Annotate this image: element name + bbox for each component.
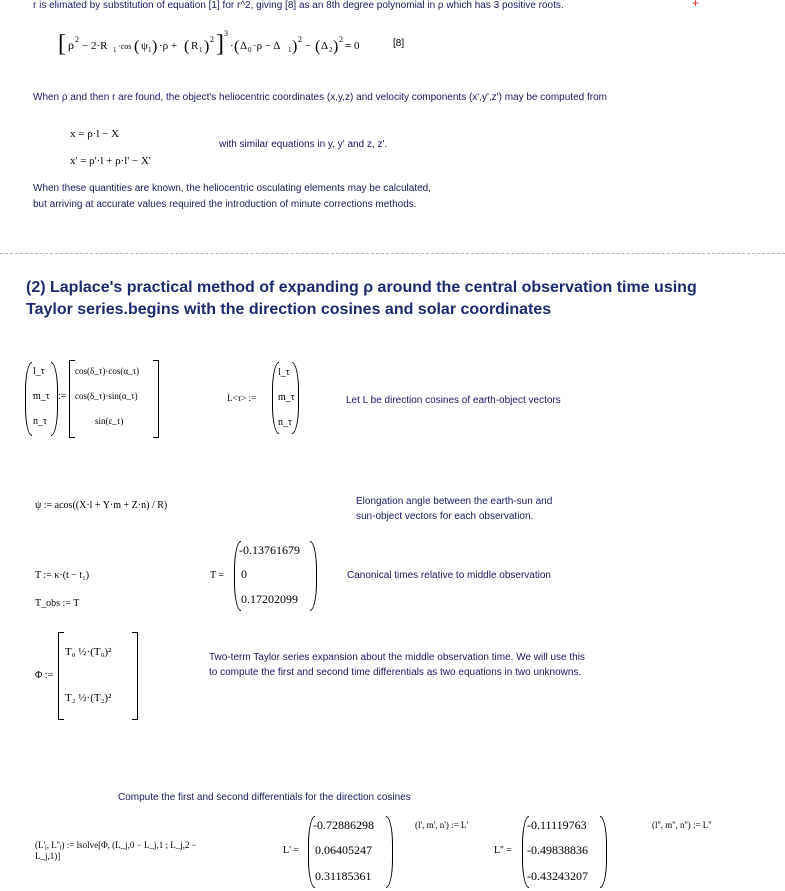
T-right-paren (310, 541, 317, 611)
phi-left-bracket (58, 632, 64, 720)
L-double-prime-equals: L'' = (494, 845, 512, 856)
svg-text:2: 2 (210, 35, 214, 44)
osculating-text-1: When these quantities are known, the heliocentric osculating elements may be calculated, (33, 183, 432, 194)
phi-row-1: T₀ ½·(T₀)² (65, 646, 112, 658)
coord-equation-x: x = ρ·l − X (70, 128, 120, 140)
svg-text:=: = (345, 40, 352, 52)
svg-text:(: ( (234, 38, 240, 55)
cos-delta-cos-alpha: cos(δ_τ)·cos(α_τ) (75, 366, 140, 376)
cos-delta-sin-alpha: cos(δ_τ)·sin(α_τ) (75, 391, 138, 401)
L-m-tau: m_τ (278, 392, 295, 403)
L-prime-assign: (l', m', n') := L' (415, 820, 469, 830)
L-right-paren (292, 362, 299, 434)
svg-text:ρ: ρ (68, 38, 74, 52)
T-definition: T := κ·(t − t₁) (35, 570, 90, 581)
rhs-right-bracket (153, 360, 159, 438)
svg-text:2: 2 (329, 46, 333, 54)
L-double-prime-value-1: -0.49838836 (527, 843, 588, 857)
T-value-0: -0.13761679 (239, 543, 300, 557)
L-double-prime-vector (522, 816, 608, 890)
svg-text:0: 0 (248, 46, 252, 54)
svg-text:): ) (152, 38, 158, 55)
intro-line: r is elimated by substitution of equation [1] for r^2, giving [8] as an 8th degree polynomial in ρ which has 3 positive roots. (33, 0, 564, 11)
L-l-tau: l_τ (278, 367, 290, 378)
svg-text:Δ: Δ (240, 40, 248, 52)
osculating-text-2: but arriving at accurate values required the introduction of minute corrections methods. (33, 199, 417, 210)
assign-operator: := (58, 391, 67, 402)
svg-text:·ρ +: ·ρ + (159, 40, 178, 52)
svg-text:1: 1 (113, 46, 117, 54)
L-prime-value-2: 0.31185361 (315, 869, 372, 883)
heliocentric-text: When ρ and then r are found, the object's heliocentric coordinates (x,y,z) and velocity components (x',y',z') may be computed from (33, 92, 607, 103)
svg-text:·ρ − Δ: ·ρ − Δ (253, 40, 281, 52)
svg-text:(: ( (184, 38, 190, 55)
psi-note-2: sun-object vectors for each observation. (356, 511, 534, 522)
sin-epsilon: sin(ε_τ) (95, 416, 124, 426)
red-cross-marker: + (692, 0, 700, 10)
L-prime-vector (308, 816, 394, 890)
svg-text:2: 2 (298, 35, 302, 44)
L-double-prime-assign: (l'', m'', n'') := L'' (652, 820, 712, 830)
svg-text:[: [ (58, 31, 66, 57)
equation-8 (58, 26, 388, 62)
T-obs-definition: T_obs := T (35, 598, 80, 609)
L-double-prime-value-2: -0.43243207 (527, 869, 588, 883)
phi-note-2: to compute the first and second time differentials as two equations in two unknowns. (209, 667, 582, 678)
svg-text:−: − (305, 40, 312, 52)
psi-note-1: Elongation angle between the earth-sun and (356, 496, 553, 507)
svg-text:2: 2 (75, 35, 79, 44)
svg-text:): ) (204, 38, 210, 55)
svg-text:R: R (191, 40, 199, 52)
differentials-caption: Compute the first and second differentials for the direction cosines (118, 792, 411, 803)
svg-text:ψ: ψ (141, 40, 148, 52)
svg-text:(: ( (315, 38, 321, 55)
T-value-1: 0 (241, 567, 247, 581)
svg-text:2: 2 (339, 35, 343, 44)
svg-text:(: ( (134, 38, 140, 55)
lhs-left-paren (25, 362, 32, 436)
T-value-2: 0.17202099 (241, 592, 298, 606)
coord-equation-xprime: x' = ρ'·l + ρ·l' − X' (70, 155, 151, 167)
L-prime-right-paren (386, 816, 393, 888)
equation-8-tag: [8] (393, 38, 405, 49)
psi-definition: ψ := acos((X·l + Y·m + Z·n) / R) (35, 500, 168, 511)
svg-text:]: ] (216, 31, 224, 57)
svg-text:1: 1 (199, 46, 203, 54)
direction-cosines-note: Let L be direction cosines of earth-object vectors (346, 395, 561, 406)
svg-text:): ) (333, 38, 339, 55)
phi-row-2: T₂ ½·(T₂)² (65, 692, 112, 704)
L-definition-lhs: L<τ> := (227, 393, 257, 403)
svg-text:0: 0 (354, 40, 360, 52)
direction-cosines-definition (25, 360, 165, 440)
similar-equations-note: with similar equations in y, y' and z, z'. (219, 139, 388, 150)
svg-text:·cos: ·cos (118, 42, 132, 51)
n-tau: n_τ (33, 416, 48, 427)
svg-text:1: 1 (288, 46, 292, 54)
region-separator (0, 253, 785, 254)
svg-text:− 2·R: − 2·R (82, 40, 108, 52)
T-equals: T = (210, 570, 225, 581)
svg-text:·: · (230, 40, 234, 52)
lsolve-expression: (L'ⱼ, L''ⱼ) := lsolve[Φ, (L_j,0 − L_j,1 ; L_j,2 − L_j,1)] (35, 840, 197, 861)
svg-text:1: 1 (148, 46, 152, 54)
equation-8-render (58, 26, 388, 62)
phi-matrix (58, 632, 138, 722)
times-note: Canonical times relative to middle observation (347, 570, 551, 581)
L-prime-value-0: -0.72886298 (313, 818, 374, 832)
section-heading: (2) Laplace's practical method of expanding ρ around the central observation time using Taylor series.begins with the direction cosines and solar coordinates (26, 279, 697, 318)
phi-lhs: Φ := (35, 670, 54, 681)
lhs-right-paren (51, 362, 58, 436)
phi-right-bracket (132, 632, 138, 720)
L-n-tau: n_τ (278, 417, 293, 428)
phi-note-1: Two-term Taylor series expansion about the middle observation time. We will use this (209, 652, 585, 663)
m-tau: m_τ (33, 391, 50, 402)
svg-text:Δ: Δ (321, 40, 329, 52)
l-tau: l_τ (33, 366, 45, 377)
L-vector (272, 362, 302, 436)
T-vector (234, 541, 320, 613)
svg-text:): ) (292, 38, 298, 55)
L-double-prime-value-0: -0.11119763 (527, 818, 587, 832)
L-prime-value-1: 0.06405247 (315, 843, 372, 857)
svg-text:3: 3 (224, 29, 228, 38)
L-prime-equals: L' = (283, 845, 300, 856)
L-double-prime-right-paren (600, 816, 607, 888)
